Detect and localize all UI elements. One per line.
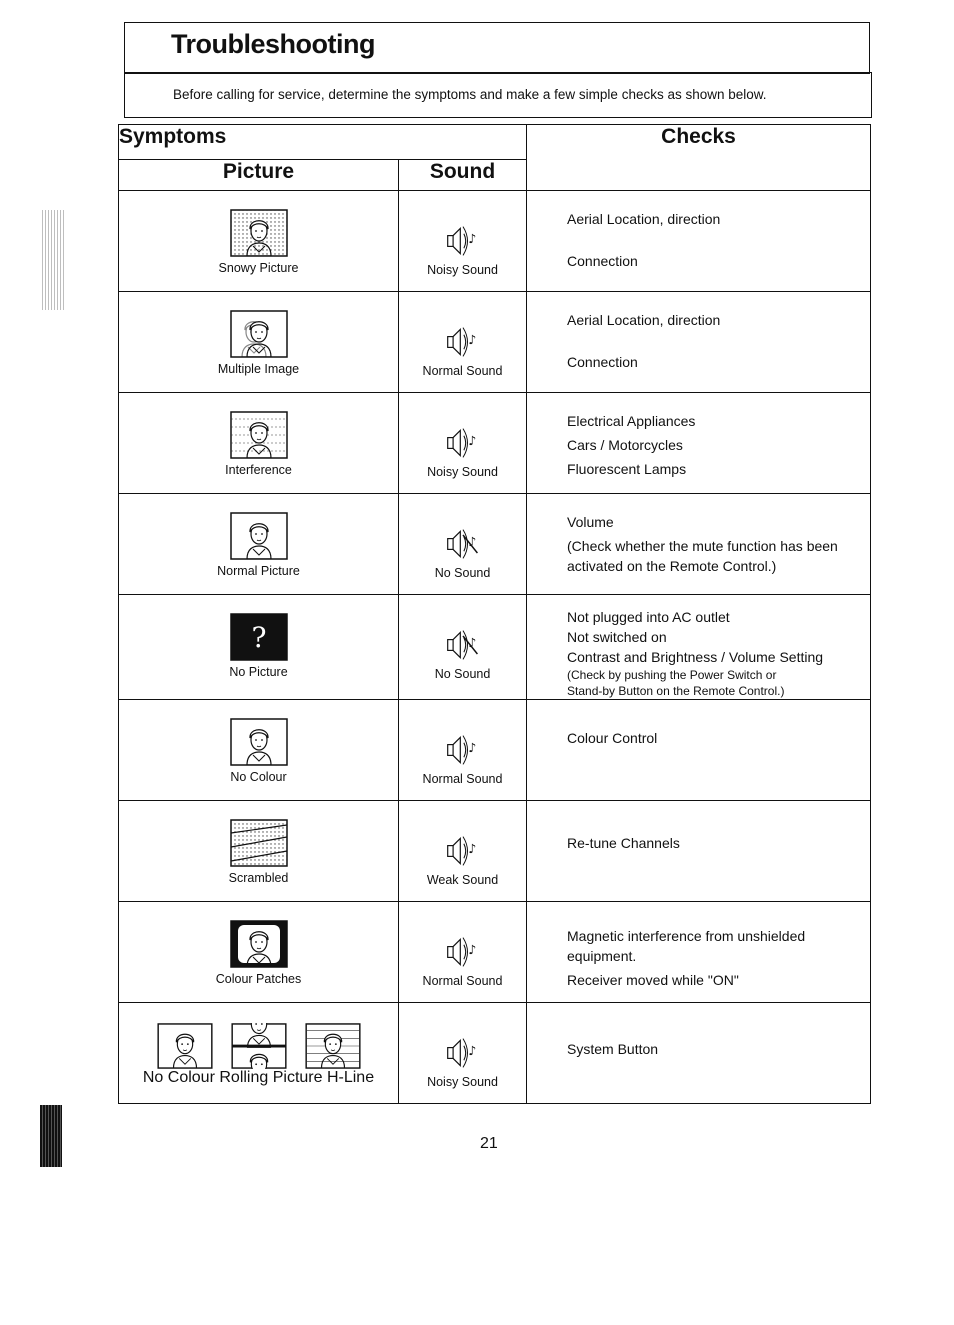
check-item: Cars / Motorcycles: [567, 437, 683, 453]
colour-patches-tv-icon: [230, 920, 288, 968]
muted-speaker-icon: [443, 627, 483, 663]
sound-label: Normal Sound: [422, 974, 503, 988]
check-item: Volume: [567, 514, 614, 530]
check-item: Colour Control: [567, 730, 658, 746]
table-row: [119, 801, 871, 902]
check-item: Connection: [567, 253, 638, 269]
no-colour-tv-icon: [157, 1023, 213, 1069]
svg-text:?: ?: [250, 621, 267, 654]
title-box: [124, 22, 870, 74]
picture-label: Normal Picture: [217, 564, 300, 578]
picture-label: Multiple Image: [217, 362, 300, 376]
picture-label: Interference: [225, 463, 292, 477]
checks-cell: [527, 595, 871, 700]
snowy-tv-icon: [230, 209, 288, 257]
check-item: (Check whether the mute function has been activated on the Remote Control.): [567, 538, 838, 574]
scrambled-tv-icon: [230, 819, 288, 867]
picture-label: Snowy Picture: [218, 261, 299, 275]
picture-label: Scrambled: [228, 871, 289, 885]
check-note: (Check by pushing the Power Switch or: [567, 668, 777, 682]
check-item: Magnetic interference from unshielded equipment.: [567, 928, 806, 964]
sound-label: No Sound: [434, 566, 491, 580]
check-item: Not plugged into AC outlet: [567, 609, 730, 625]
noisy-speaker-icon: [443, 223, 483, 259]
no-picture-tv-icon: [230, 613, 288, 661]
multiple-image-tv-icon: [230, 310, 288, 358]
normal-speaker-icon: [443, 934, 483, 970]
normal-tv-icon: [230, 512, 288, 560]
intro-box: [124, 72, 872, 118]
table-row: [119, 191, 871, 292]
interference-tv-icon: [230, 411, 288, 459]
check-item: System Button: [567, 1041, 659, 1057]
no-colour-tv-icon: [230, 718, 288, 766]
muted-speaker-icon: [443, 526, 483, 562]
scan-artifact: [40, 1105, 62, 1167]
symptoms-heading: Symptoms: [119, 125, 527, 160]
picture-label: No Colour: [142, 1069, 215, 1086]
check-item: Aerial Location, direction: [567, 211, 721, 227]
troubleshooting-table: [118, 124, 871, 1104]
normal-speaker-icon: [443, 324, 483, 360]
check-item: Receiver moved while "ON": [567, 972, 739, 988]
normal-speaker-icon: [443, 732, 483, 768]
check-item: Fluorescent Lamps: [567, 461, 687, 477]
picture-label: No Colour: [230, 770, 287, 784]
sound-label: No Sound: [434, 667, 491, 681]
table-row: [119, 902, 871, 1003]
intro-text: Before calling for service, determine the symptoms and make a few simple checks as shown below.: [173, 87, 767, 102]
table-row: [119, 1003, 871, 1104]
table-row: [119, 393, 871, 494]
page-number: 21: [480, 1135, 498, 1152]
check-item: Contrast and Brightness / Volume Setting: [567, 649, 824, 665]
check-item: Electrical Appliances: [567, 413, 696, 429]
sound-label: Weak Sound: [426, 873, 499, 887]
checks-cell: [527, 700, 871, 801]
sound-heading: Sound: [399, 160, 527, 191]
check-item: Connection: [567, 354, 638, 370]
sound-label: Noisy Sound: [427, 263, 498, 277]
picture-label: H-Line: [326, 1069, 375, 1086]
table-row: [119, 595, 871, 700]
sound-label: Normal Sound: [422, 364, 503, 378]
checks-cell: [527, 902, 871, 1003]
rolling-picture-tv-icon: [231, 1023, 287, 1069]
check-note: Stand-by Button on the Remote Control.): [567, 684, 785, 698]
check-item: Aerial Location, direction: [567, 312, 721, 328]
picture-heading: Picture: [119, 160, 399, 191]
h-line-tv-icon: [305, 1023, 361, 1069]
sound-label: Noisy Sound: [427, 465, 498, 479]
noisy-speaker-icon: [443, 425, 483, 461]
page-title: Troubleshooting: [171, 29, 375, 59]
check-item: Not switched on: [567, 629, 667, 645]
weak-speaker-icon: [443, 833, 483, 869]
picture-label: No Picture: [229, 665, 288, 679]
table-row: [119, 700, 871, 801]
checks-cell: [527, 494, 871, 595]
checks-cell: [527, 393, 871, 494]
checks-cell: [527, 191, 871, 292]
picture-label: Colour Patches: [215, 972, 302, 986]
table-row: [119, 292, 871, 393]
sound-label: Normal Sound: [422, 772, 503, 786]
picture-label: Rolling Picture: [219, 1069, 323, 1086]
checks-cell: [527, 292, 871, 393]
sound-label: Noisy Sound: [427, 1075, 498, 1089]
check-item: Re-tune Channels: [567, 835, 680, 851]
table-row: [119, 494, 871, 595]
checks-cell: [527, 1003, 871, 1104]
checks-heading: Checks: [527, 125, 871, 191]
noisy-speaker-icon: [443, 1035, 483, 1071]
checks-cell: [527, 801, 871, 902]
scan-artifact: [42, 210, 64, 310]
